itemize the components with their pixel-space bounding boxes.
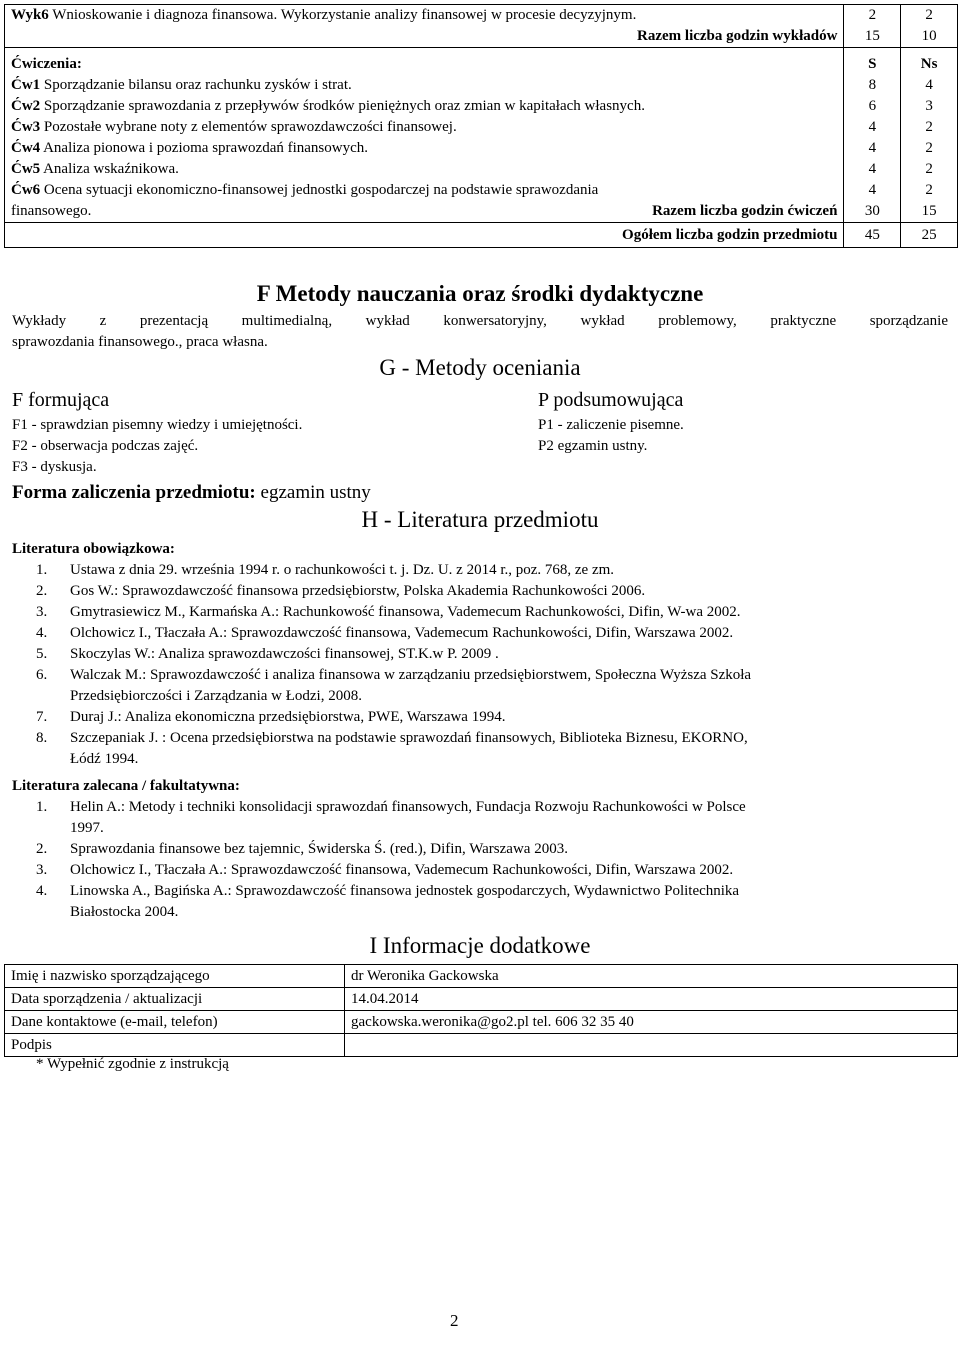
table-row [5, 48, 958, 223]
exercise-ns: 2 [925, 161, 933, 177]
section-g-title: G - Metody oceniania [379, 355, 581, 380]
grand-total-s: 45 [844, 223, 901, 248]
formative-item: F3 - dyskusja. [12, 459, 97, 475]
literature-item-text: Gos W.: Sprawozdawczość finansowa przedsiębiorstw, Polska Akademia Rachunkowości 2006. [70, 583, 646, 599]
table-row [5, 1011, 958, 1034]
literature-item-number: 5. [36, 646, 48, 662]
info-value: 14.04.2014 [345, 988, 958, 1011]
exercise-total-s: 30 [864, 203, 880, 219]
assessment-form [12, 480, 371, 506]
table-row [5, 988, 958, 1011]
assessment-form-value: egzamin ustny [255, 482, 371, 503]
exercise-code: Ćw2 [11, 98, 41, 114]
exercise-text: Sporządzanie sprawozdania z przepływów środków pieniężnych oraz zmian w kapitałach własnych. [40, 98, 645, 114]
exercise-text-continued: finansowego. [11, 203, 92, 219]
exercise-total-label: Razem liczba godzin ćwiczeń [652, 203, 838, 219]
exercise-ns: 2 [925, 119, 933, 135]
info-label: Imię i nazwisko sporządzającego [5, 965, 345, 988]
wyk6-code: Wyk6 [11, 7, 49, 23]
table-row [5, 965, 958, 988]
exercise-code: Ćw5 [11, 161, 41, 177]
info-label: Dane kontaktowe (e-mail, telefon) [5, 1011, 345, 1034]
literature-item-text: Gmytrasiewicz M., Karmańska A.: Rachunkowość finansowa, Vademecum Rachunkowości, Difin, W-wa 2002. [70, 604, 741, 620]
exercise-ns: 2 [925, 182, 933, 198]
info-value [345, 1034, 958, 1057]
formative-item: F2 - obserwacja podczas zajęć. [12, 438, 199, 454]
footnote: * Wypełnić zgodnie z instrukcją [36, 1056, 229, 1072]
exercise-code: Ćw1 [11, 77, 41, 93]
formative-title: F formująca [12, 389, 110, 411]
literature-item-text: Duraj J.: Analiza ekonomiczna przedsiębiorstwa, PWE, Warszawa 1994. [70, 709, 506, 725]
literature-item-text: Olchowicz I., Tłaczała A.: Sprawozdawczość finansowa, Vademecum Rachunkowości, Difin, Warszawa 2002. [70, 625, 734, 641]
exercise-text: Sporządzanie bilansu oraz rachunku zysków i strat. [40, 77, 352, 93]
literature-item-number: 3. [36, 604, 48, 620]
grand-total-ns: 25 [901, 223, 958, 248]
literature-item-text: Linowska A., Bagińska A.: Sprawozdawczość finansowa jednostek gospodarczych, Wydawnictwo Politechnika [70, 883, 740, 899]
literature-item-text: Skoczylas W.: Analiza sprawozdawczości finansowej, ST.K.w P. 2009 . [70, 646, 499, 662]
literature-item-text: Helin A.: Metody i techniki konsolidacji sprawozdań finansowych, Fundacja Rozwoju Rachunkowości w Polsce [70, 799, 746, 815]
literature-item-text: Białostocka 2004. [70, 904, 179, 920]
literature-item-text: 1997. [70, 820, 104, 836]
teaching-methods-text-line1: Wykłady z prezentacją multimedialną, wykład konwersatoryjny, wykład problemowy, praktyczne sporządzanie [12, 313, 948, 329]
exercise-text: Pozostałe wybrane noty z elementów sprawozdawczości finansowej. [40, 119, 457, 135]
section-h-title: H - Literatura przedmiotu [361, 507, 599, 532]
exercise-total-ns: 15 [921, 203, 937, 219]
lecture-total-s: 15 [864, 28, 880, 44]
formative-item: F1 - sprawdzian pisemny wiedzy i umiejętności. [12, 417, 303, 433]
literature-item-text: Ustawa z dnia 29. września 1994 r. o rachunkowości t. j. Dz. U. z 2014 r., poz. 768, ze zm. [70, 562, 615, 578]
exercises-header: Ćwiczenia: [11, 56, 82, 72]
info-label: Podpis [5, 1034, 345, 1057]
literature-item [8, 644, 938, 665]
exercise-text: Analiza wskaźnikowa. [40, 161, 179, 177]
teaching-methods-text-line2: sprawozdania finansowego., praca własna. [12, 334, 268, 350]
info-table [4, 964, 958, 1057]
literature-item [8, 728, 938, 770]
exercise-s: 8 [868, 77, 877, 93]
grand-total-label: Ogółem liczba godzin przedmiotu [5, 223, 844, 248]
exercise-s: 4 [868, 140, 877, 156]
literature-item-number: 4. [36, 883, 48, 899]
literature-item [8, 797, 938, 839]
exercise-text: Ocena sytuacji ekonomiczno-finansowej jednostki gospodarczej na podstawie sprawozdania [40, 182, 599, 198]
exercise-text: Analiza pionowa i pozioma sprawozdań finansowych. [40, 140, 368, 156]
literature-item-text: Sprawozdania finansowe bez tajemnic, Świderska Ś. (red.), Difin, Warszawa 2003. [70, 841, 568, 857]
literature-item-number: 1. [36, 799, 48, 815]
table-row [5, 223, 958, 248]
literature-item-text: Szczepaniak J. : Ocena przedsiębiorstwa na podstawie sprawozdań finansowych, Biblioteka Biznesu, EKORNO, [70, 730, 748, 746]
literature-item [8, 881, 938, 923]
supplementary-literature-title: Literatura zalecana / fakultatywna: [12, 778, 240, 794]
exercise-code: Ćw4 [11, 140, 41, 156]
literature-item [8, 560, 938, 581]
literature-item-text: Olchowicz I., Tłaczała A.: Sprawozdawczość finansowa, Vademecum Rachunkowości, Difin, Warszawa 2002. [70, 862, 734, 878]
literature-item-text: Łódź 1994. [70, 751, 139, 767]
wyk6-ns: 2 [925, 7, 933, 23]
section-i-title: I Informacje dodatkowe [369, 933, 591, 958]
literature-item-number: 6. [36, 667, 48, 683]
wyk6-text: Wnioskowanie i diagnoza finansowa. Wykorzystanie analizy finansowej w procesie decyzyjnym. [48, 7, 637, 23]
supplementary-literature-list [8, 797, 938, 923]
exercise-code: Ćw6 [11, 182, 41, 198]
info-label: Data sporządzenia / aktualizacji [5, 988, 345, 1011]
literature-item-text: Przedsiębiorczości i Zarządzania w Łodzi, 2008. [70, 688, 362, 704]
literature-item-number: 2. [36, 841, 48, 857]
literature-item-number: 2. [36, 583, 48, 599]
exercise-ns: 2 [925, 140, 933, 156]
exercise-s: 4 [868, 119, 877, 135]
literature-item-text: Walczak M.: Sprawozdawczość i analiza finansowa w zarządzaniu przedsiębiorstwem, Społeczna Wyższa Szkoła [70, 667, 752, 683]
literature-item [8, 707, 938, 728]
info-value: gackowska.weronika@go2.pl tel. 606 32 35 40 [345, 1011, 958, 1034]
hours-table [4, 4, 958, 248]
info-value: dr Weronika Gackowska [345, 965, 958, 988]
exercise-code: Ćw3 [11, 119, 41, 135]
exercise-s: 6 [868, 98, 877, 114]
summative-title: P podsumowująca [538, 389, 684, 411]
literature-item [8, 860, 938, 881]
lecture-total-ns: 10 [921, 28, 937, 44]
summative-item: P1 - zaliczenie pisemne. [538, 417, 684, 433]
required-literature-title: Literatura obowiązkowa: [12, 541, 175, 557]
literature-item [8, 839, 938, 860]
literature-item-number: 3. [36, 862, 48, 878]
ns-header: Ns [920, 56, 938, 72]
literature-item-number: 1. [36, 562, 48, 578]
section-f-title: F Metody nauczania oraz środki dydaktyczne [256, 281, 704, 306]
exercise-ns: 4 [925, 77, 933, 93]
lecture-total-label: Razem liczba godzin wykładów [637, 28, 838, 44]
assessment-form-label: Forma zaliczenia przedmiotu: [12, 482, 256, 503]
required-literature-list [8, 560, 938, 770]
literature-item-number: 7. [36, 709, 48, 725]
literature-item [8, 623, 938, 644]
literature-item-number: 8. [36, 730, 48, 746]
wyk6-s: 2 [868, 7, 877, 23]
exercise-s: 4 [868, 161, 877, 177]
literature-item [8, 602, 938, 623]
s-header: S [868, 56, 877, 72]
page-number: 2 [450, 1311, 459, 1330]
summative-item: P2 egzamin ustny. [538, 438, 648, 454]
exercise-s: 4 [868, 182, 877, 198]
literature-item-number: 4. [36, 625, 48, 641]
exercise-ns: 3 [925, 98, 933, 114]
literature-item [8, 665, 938, 707]
table-row [5, 5, 958, 48]
literature-item [8, 581, 938, 602]
